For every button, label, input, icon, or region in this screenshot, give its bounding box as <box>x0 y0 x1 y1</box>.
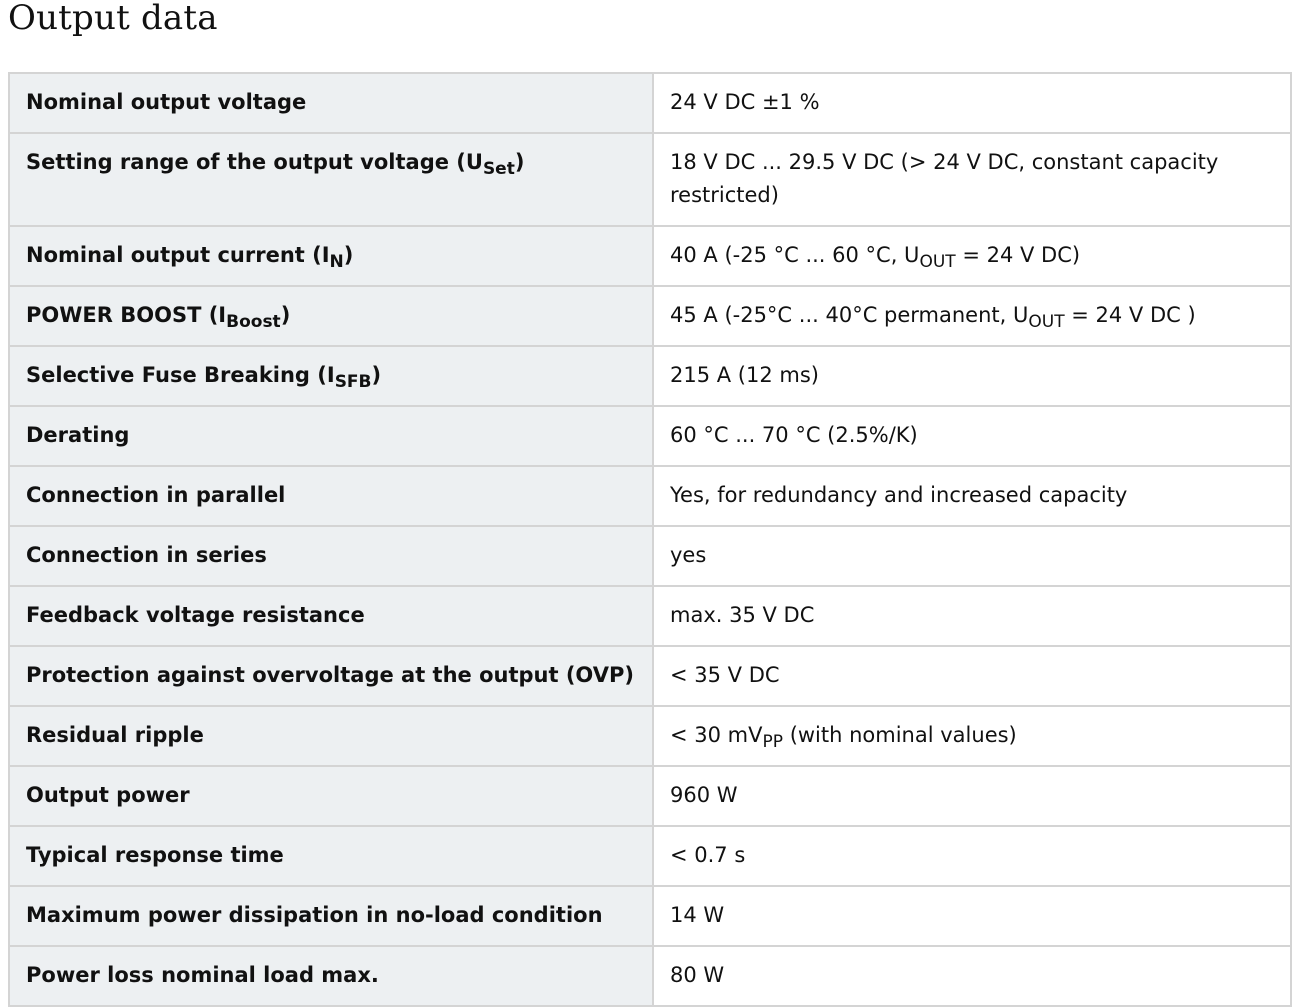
row-value <box>653 286 1291 346</box>
row-value-suffix: = 24 V DC ) <box>1064 303 1196 327</box>
row-label <box>9 826 653 886</box>
row-value-text: 60 °C ... 70 °C (2.5%/K) <box>670 423 918 447</box>
output-data-table <box>8 72 1292 1007</box>
row-value-suffix: (with nominal values) <box>783 723 1017 747</box>
row-value-text: < 0.7 s <box>670 843 746 867</box>
row-value <box>653 466 1291 526</box>
row-value <box>653 226 1291 286</box>
row-label-text: Protection against overvoltage at the output (OVP) <box>26 663 634 687</box>
row-label-text: Output power <box>26 783 190 807</box>
row-value <box>653 133 1291 226</box>
row-label <box>9 73 653 133</box>
row-label-text: Connection in series <box>26 543 267 567</box>
table-row <box>9 133 1291 226</box>
row-label-text: Selective Fuse Breaking (I <box>26 363 335 387</box>
row-label-subscript: N <box>329 252 344 272</box>
row-value <box>653 646 1291 706</box>
row-label-text: Maximum power dissipation in no-load condition <box>26 903 603 927</box>
row-label-text: Nominal output current (I <box>26 243 330 267</box>
row-label <box>9 946 653 1006</box>
output-data-table-body <box>9 73 1291 1006</box>
row-value-text: < 30 mV <box>670 723 763 747</box>
table-row <box>9 286 1291 346</box>
row-value <box>653 886 1291 946</box>
table-row <box>9 466 1291 526</box>
table-row <box>9 226 1291 286</box>
row-label-subscript: Boost <box>226 312 281 332</box>
row-value-text: 80 W <box>670 963 725 987</box>
row-label-text: Connection in parallel <box>26 483 286 507</box>
table-row <box>9 646 1291 706</box>
row-label-suffix: ) <box>371 363 382 387</box>
row-label <box>9 586 653 646</box>
row-label-text: Typical response time <box>26 843 284 867</box>
row-value-suffix: = 24 V DC) <box>955 243 1081 267</box>
row-label-text: Power loss nominal load max. <box>26 963 379 987</box>
table-row <box>9 766 1291 826</box>
row-label <box>9 646 653 706</box>
row-value-subscript: PP <box>762 732 784 752</box>
table-row <box>9 406 1291 466</box>
row-value-text: < 35 V DC <box>670 663 780 687</box>
row-label-text: Setting range of the output voltage (U <box>26 150 483 174</box>
row-label-text: Feedback voltage resistance <box>26 603 365 627</box>
table-row <box>9 946 1291 1006</box>
row-value-text: 960 W <box>670 783 738 807</box>
row-value-text: 24 V DC ±1 % <box>670 90 820 114</box>
row-label <box>9 133 653 226</box>
row-value <box>653 526 1291 586</box>
row-label <box>9 706 653 766</box>
row-value <box>653 406 1291 466</box>
row-label <box>9 466 653 526</box>
row-value <box>653 946 1291 1006</box>
row-value <box>653 586 1291 646</box>
row-value-text: 215 A (12 ms) <box>670 363 819 387</box>
row-value-text: 14 W <box>670 903 725 927</box>
row-label <box>9 406 653 466</box>
row-value-text: 40 A (-25 °C ... 60 °C, U <box>670 243 920 267</box>
row-value <box>653 826 1291 886</box>
row-label-text: POWER BOOST (I <box>26 303 227 327</box>
row-value-text: max. 35 V DC <box>670 603 815 627</box>
row-label <box>9 226 653 286</box>
row-label <box>9 886 653 946</box>
row-label-subscript: Set <box>482 159 515 179</box>
row-label-text: Residual ripple <box>26 723 204 747</box>
table-row <box>9 826 1291 886</box>
row-label <box>9 346 653 406</box>
row-label <box>9 766 653 826</box>
row-label-suffix: ) <box>514 150 525 174</box>
page-title: Output data <box>8 0 218 38</box>
row-value <box>653 706 1291 766</box>
row-label <box>9 286 653 346</box>
table-row <box>9 586 1291 646</box>
row-label-suffix: ) <box>343 243 354 267</box>
row-label-text: Derating <box>26 423 130 447</box>
row-value-text: Yes, for redundancy and increased capacity <box>670 483 1128 507</box>
row-label <box>9 526 653 586</box>
row-value-text: 18 V DC ... 29.5 V DC (> 24 V DC, constant capacity restricted) <box>670 150 1219 207</box>
row-value-subscript: OUT <box>1028 312 1065 332</box>
row-value-text: yes <box>670 543 707 567</box>
row-value <box>653 766 1291 826</box>
row-label-subscript: SFB <box>334 372 372 392</box>
table-row <box>9 886 1291 946</box>
row-label-suffix: ) <box>280 303 291 327</box>
row-value-text: 45 A (-25°C ... 40°C permanent, U <box>670 303 1029 327</box>
table-row <box>9 706 1291 766</box>
row-value <box>653 346 1291 406</box>
table-row <box>9 346 1291 406</box>
row-value <box>653 73 1291 133</box>
row-value-subscript: OUT <box>919 252 956 272</box>
table-row <box>9 526 1291 586</box>
table-row <box>9 73 1291 133</box>
row-label-text: Nominal output voltage <box>26 90 307 114</box>
